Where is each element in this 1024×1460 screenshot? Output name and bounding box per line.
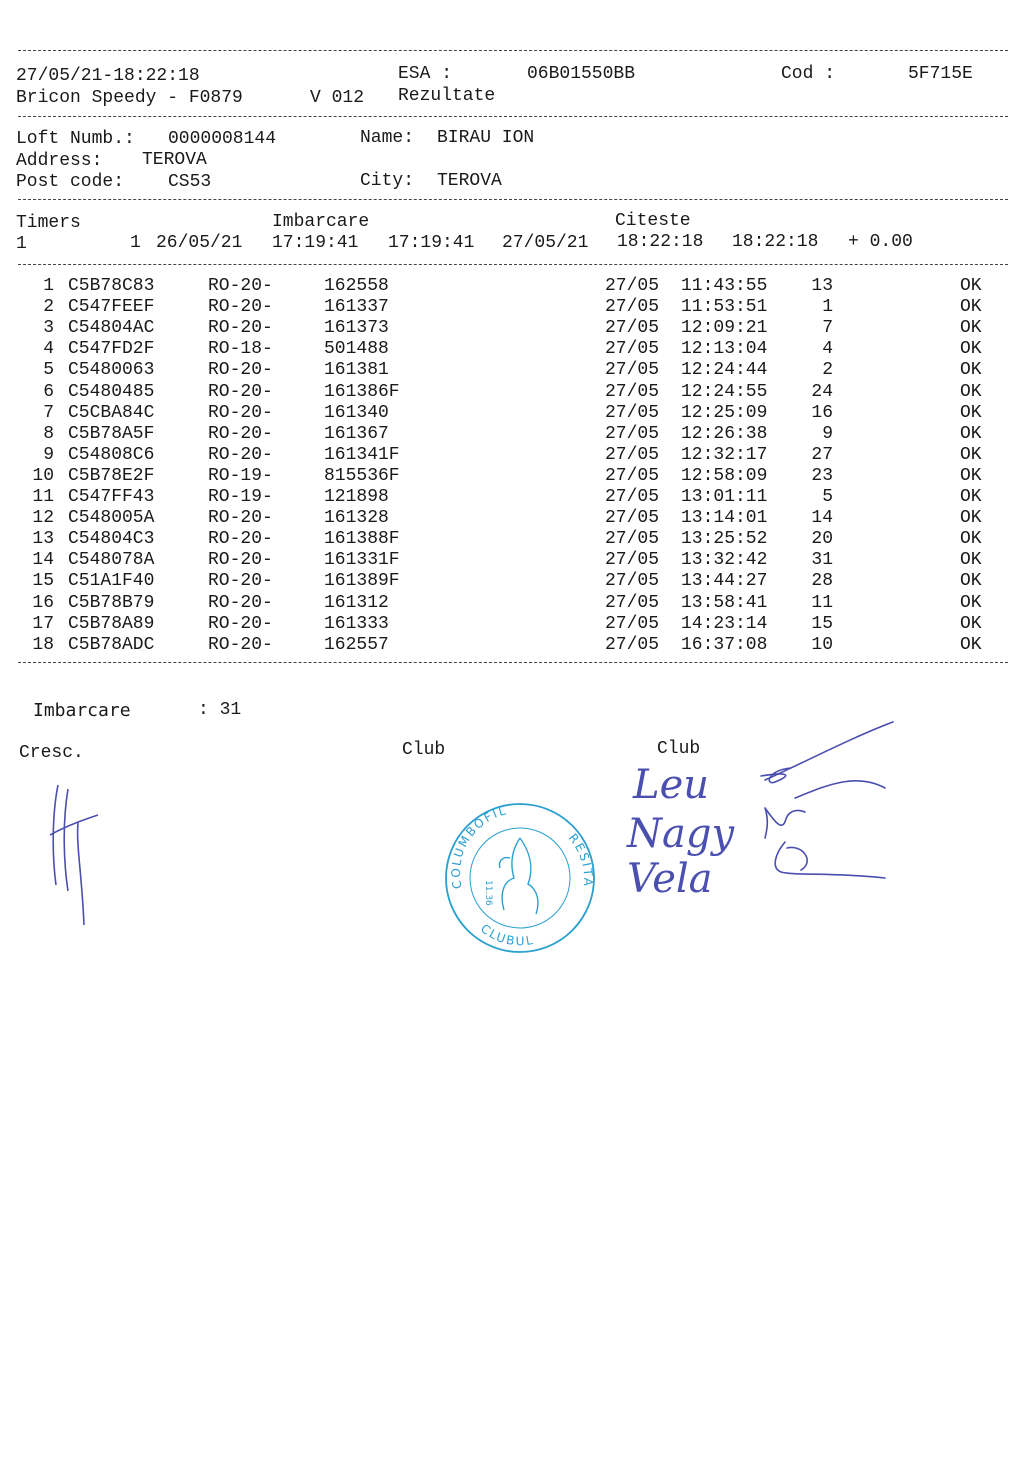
table-row [0,424,1024,445]
arrival-date: 27/05 [605,318,660,339]
ring-number: 161367 [324,423,389,444]
table-row [0,360,1024,381]
ring-number: 501488 [324,339,389,360]
ring-number: 162558 [324,276,389,296]
chip-id: C5B78B79 [68,592,155,613]
ring-number: 161341F [324,444,400,465]
position: 4 [822,339,833,360]
status-badge: OK [960,613,982,634]
chip-id: C547FEEF [68,297,155,318]
table-row [0,466,1024,487]
ring-number: 162557 [324,634,389,655]
city-value: TEROVA [437,171,502,191]
row-number: 15 [32,571,54,592]
arrival-time: 13:14:01 [681,508,768,529]
postcode-label: Post code: [16,172,125,192]
chip-id: C5480063 [68,360,155,381]
loft-number: 0000008144 [168,129,277,149]
ring-prefix: RO-20- [208,381,273,402]
position: 10 [811,634,833,655]
status-badge: OK [960,550,982,571]
row-number: 18 [32,634,54,655]
row-number: 12 [32,508,54,529]
cresc-label: Cresc. [19,743,84,763]
table-row [0,571,1024,592]
arrival-time: 13:32:42 [681,550,768,571]
ring-number: 161328 [324,508,389,529]
stamp-text-top: COLUMBOFIL [448,803,509,890]
row-number: 8 [43,423,54,444]
pigeon-icon [499,838,537,914]
arrival-date: 27/05 [605,613,660,634]
arrival-date: 27/05 [605,529,660,550]
ring-prefix: RO-20- [208,276,273,296]
chip-id: C547FF43 [68,487,155,507]
position: 9 [822,423,833,444]
arrival-date: 27/05 [605,360,660,381]
table-row [0,593,1024,614]
ring-number: 161388F [324,529,400,550]
officials-signatures [615,712,905,902]
timer-number: 1 [16,234,27,254]
table-row [0,550,1024,571]
name-label: Name: [360,128,415,148]
stamp-text-bottom: CLUBUL [478,921,536,949]
arrival-time: 12:24:44 [681,360,768,381]
cresc-signature [38,775,108,935]
status-badge: OK [960,487,982,507]
arrival-date: 27/05 [605,550,660,571]
table-row [0,614,1024,635]
row-number: 13 [32,529,54,550]
row-number: 3 [43,318,54,339]
ring-prefix: RO-20- [208,360,273,381]
ring-number: 161333 [324,613,389,634]
position: 13 [811,276,833,296]
position: 5 [822,487,833,507]
postcode-value: CS53 [168,172,212,192]
chip-id: C54808C6 [68,444,155,465]
chip-id: C54804C3 [68,529,155,550]
status-badge: OK [960,529,982,550]
table-row [0,445,1024,466]
table-row [0,529,1024,550]
table-row [0,318,1024,339]
chip-id: C548005A [68,508,155,529]
row-number: 1 [43,276,54,296]
report-type: Rezultate [398,86,496,106]
status-badge: OK [960,571,982,592]
arrival-time: 12:32:17 [681,444,768,465]
row-number: 14 [32,550,54,571]
ring-prefix: RO-20- [208,402,273,423]
separator-header [18,116,1008,117]
separator-timers [18,264,1008,265]
status-badge: OK [960,423,982,444]
chip-id: C51A1F40 [68,571,155,592]
chip-id: C54804AC [68,318,155,339]
club-label-1: Club [402,740,446,760]
status-badge: OK [960,508,982,529]
arrival-time: 13:44:27 [681,571,768,592]
timers-label: Timers [16,213,81,233]
citeste-time-1: 18:22:18 [617,232,704,252]
ring-number: 161381 [324,360,389,381]
ring-number: 161337 [324,297,389,318]
ring-prefix: RO-20- [208,444,273,465]
arrival-date: 27/05 [605,339,660,360]
arrival-date: 27/05 [605,508,660,529]
table-row [0,276,1024,297]
device-version: V 012 [310,88,365,108]
position: 28 [811,571,833,592]
ring-prefix: RO-20- [208,529,273,550]
row-number: 6 [43,381,54,402]
table-row [0,382,1024,403]
arrival-time: 12:26:38 [681,423,768,444]
ring-number: 161312 [324,592,389,613]
ring-prefix: RO-19- [208,465,273,486]
arrival-time: 12:24:55 [681,381,768,402]
chip-id: C5B78E2F [68,465,155,486]
status-badge: OK [960,444,982,465]
club-stamp [440,798,600,958]
summary-imbarcare-value: : 31 [198,700,242,720]
arrival-date: 27/05 [605,487,660,507]
position: 7 [822,318,833,339]
row-number: 10 [32,465,54,486]
position: 1 [822,297,833,318]
position: 27 [811,444,833,465]
esa-value: 06B01550BB [527,64,636,84]
signature-vela: Vela [627,856,713,902]
position: 2 [822,360,833,381]
chip-id: C5B78C83 [68,276,155,296]
status-badge: OK [960,465,982,486]
ring-prefix: RO-20- [208,423,273,444]
position: 24 [811,381,833,402]
imbarcare-date: 26/05/21 [156,233,243,253]
ring-prefix: RO-18- [208,339,273,360]
ring-number: 161373 [324,318,389,339]
club-label-2: Club [657,739,701,759]
chip-id: C5CBA84C [68,402,155,423]
device-name: Bricon Speedy - F0879 [16,88,243,108]
chip-id: C5B78A89 [68,613,155,634]
row-number: 9 [43,444,54,465]
ring-prefix: RO-20- [208,634,273,655]
arrival-time: 16:37:08 [681,634,768,655]
loft-label: Loft Numb.: [16,129,135,149]
table-row [0,339,1024,360]
chip-id: C5480485 [68,381,155,402]
imbarcare-time-2: 17:19:41 [388,233,475,253]
arrival-time: 13:25:52 [681,529,768,550]
separator-results [18,662,1008,663]
separator-fancier [18,199,1008,200]
arrival-date: 27/05 [605,571,660,592]
fancier-name: BIRAU ION [437,128,535,148]
status-badge: OK [960,402,982,423]
chip-id: C5B78ADC [68,634,155,655]
ring-prefix: RO-20- [208,508,273,529]
ring-prefix: RO-20- [208,297,273,318]
row-number: 7 [43,402,54,423]
ring-prefix: RO-20- [208,571,273,592]
ring-number: 161331F [324,550,400,571]
arrival-time: 12:25:09 [681,402,768,423]
position: 20 [811,529,833,550]
row-number: 4 [43,339,54,360]
signature-leu: Leu [633,762,709,808]
chip-id: C5B78A5F [68,423,155,444]
arrival-time: 14:23:14 [681,613,768,634]
stamp-text-right: RESITA [565,830,596,889]
timer-index: 1 [130,233,141,253]
ring-prefix: RO-19- [208,487,273,507]
ring-prefix: RO-20- [208,592,273,613]
table-row [0,635,1024,656]
row-number: 17 [32,613,54,634]
arrival-time: 11:43:55 [681,276,768,296]
city-label: City: [360,171,415,191]
row-number: 16 [32,592,54,613]
arrival-time: 12:13:04 [681,339,768,360]
arrival-date: 27/05 [605,381,660,402]
report-datetime: 27/05/21-18:22:18 [16,66,200,86]
ring-number: 161340 [324,402,389,423]
cod-label: Cod : [781,64,836,84]
position: 11 [811,592,833,613]
arrival-date: 27/05 [605,276,660,296]
timers-imbarcare-label: Imbarcare [272,212,370,232]
cod-value: 5F715E [908,64,973,84]
stamp-year: 11.36 [483,880,493,906]
arrival-date: 27/05 [605,592,660,613]
row-number: 11 [32,487,54,507]
ring-prefix: RO-20- [208,318,273,339]
status-badge: OK [960,360,982,381]
arrival-date: 27/05 [605,444,660,465]
arrival-date: 27/05 [605,297,660,318]
status-badge: OK [960,381,982,402]
status-badge: OK [960,592,982,613]
ring-number: 161386F [324,381,400,402]
arrival-time: 13:58:41 [681,592,768,613]
status-badge: OK [960,297,982,318]
ring-number: 815536F [324,465,400,486]
chip-id: C548078A [68,550,155,571]
citeste-time-2: 18:22:18 [732,232,819,252]
table-row [0,508,1024,529]
status-badge: OK [960,318,982,339]
position: 31 [811,550,833,571]
row-number: 5 [43,360,54,381]
table-row [0,297,1024,318]
arrival-time: 11:53:51 [681,297,768,318]
timer-offset: + 0.00 [848,232,913,252]
table-row [0,487,1024,508]
ring-prefix: RO-20- [208,550,273,571]
arrival-time: 12:09:21 [681,318,768,339]
table-row [0,403,1024,424]
arrival-date: 27/05 [605,402,660,423]
ring-number: 161389F [324,571,400,592]
chip-id: C547FD2F [68,339,155,360]
arrival-date: 27/05 [605,634,660,655]
svg-text:COLUMBOFIL [449,803,509,890]
position: 23 [811,465,833,486]
ring-prefix: RO-20- [208,613,273,634]
timers-citeste-label: Citeste [615,211,691,231]
arrival-date: 27/05 [605,423,660,444]
status-badge: OK [960,339,982,360]
signature-nagy: Nagy [627,811,735,857]
arrival-date: 27/05 [605,465,660,486]
status-badge: OK [960,276,982,296]
separator-top [18,50,1008,51]
imbarcare-time-1: 17:19:41 [272,233,359,253]
address-label: Address: [16,151,103,171]
arrival-time: 12:58:09 [681,465,768,486]
arrival-time: 13:01:11 [681,487,768,507]
position: 15 [811,613,833,634]
status-badge: OK [960,634,982,655]
esa-label: ESA : [398,64,453,84]
row-number: 2 [43,297,54,318]
address-value: TEROVA [142,150,207,170]
ring-number: 121898 [324,487,389,507]
position: 14 [811,508,833,529]
summary-imbarcare-label: Imbarcare [33,700,131,721]
position: 16 [811,402,833,423]
citeste-date: 27/05/21 [502,233,589,253]
